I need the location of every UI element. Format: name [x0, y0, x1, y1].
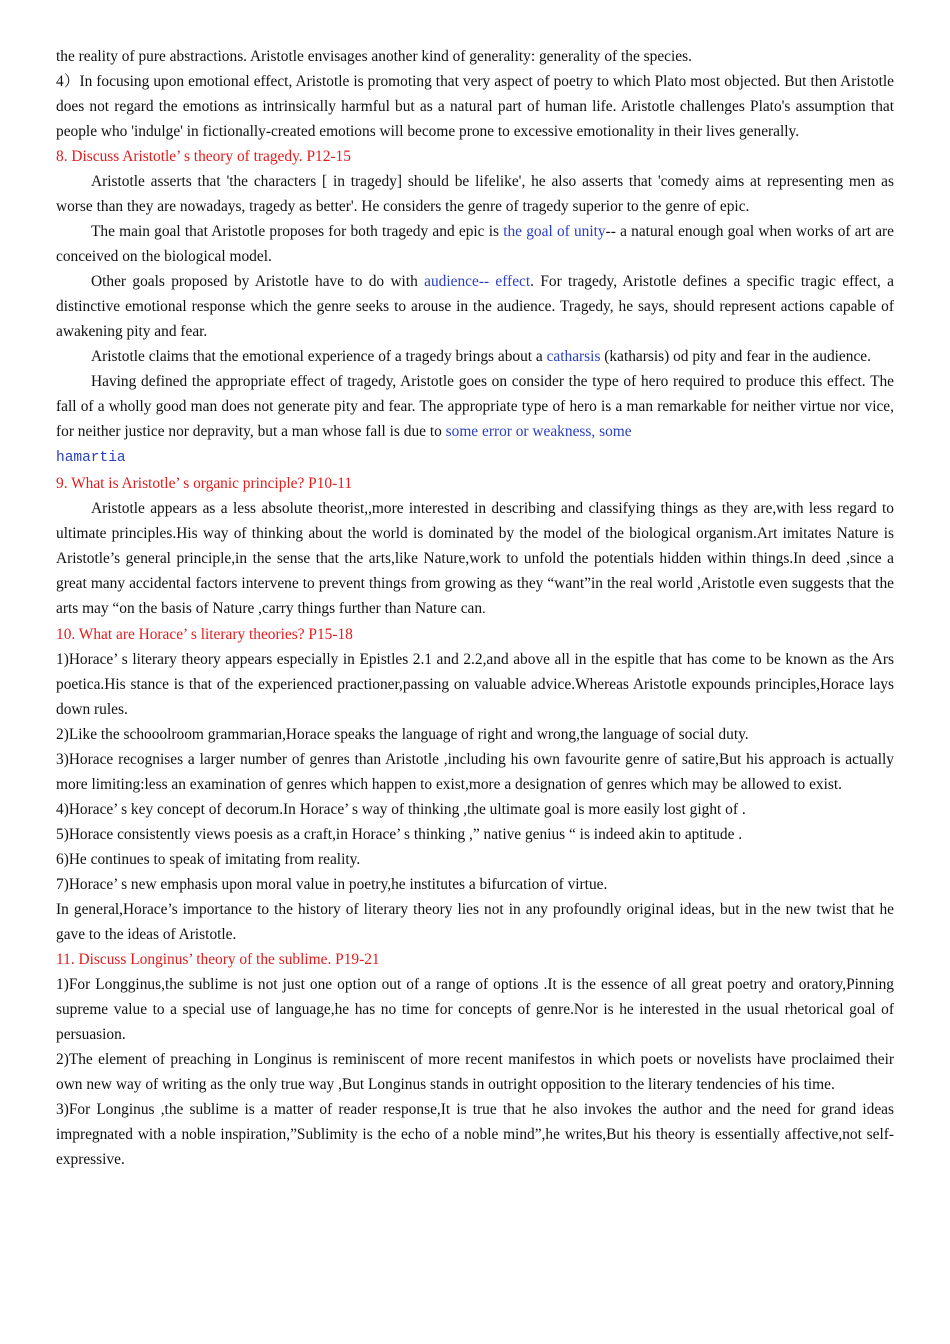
q8-p2-text-a: The main goal that Aristotle proposes for both tragedy and epic is	[91, 223, 504, 240]
q10-item: 7)Horace’ s new emphasis upon moral value in poetry,he institutes a bifurcation of virtue.	[56, 876, 608, 893]
question-10-heading: 10. What are Horace’ s literary theories? P15-18	[56, 626, 353, 643]
q8-p4-text-a: Aristotle claims that the emotional experience of a tragedy brings about a	[91, 348, 547, 365]
q8-p3-highlight: audience-- effect	[424, 273, 531, 290]
q8-p5-text-a: Having defined the appropriate effect of tragedy, Aristotle goes on consider the type of hero required to produce this effect. The fall of a wholly good man does not generate pity and fear. The appropriate type of hero is a man remarkable for neither virtue nor vice, for neither justice nor depravity, but a man whose fall is due to	[56, 373, 894, 440]
q8-p2-highlight: the goal of unity	[503, 223, 606, 240]
question-9-heading: 9. What is Aristotle’ s organic principle? P10-11	[56, 475, 353, 492]
q8-paragraph-2	[56, 219, 894, 269]
q10-item: 5)Horace consistently views poesis as a craft,in Horace’ s thinking ,” native genius “ is indeed akin to aptitude .	[56, 826, 743, 843]
q11-item: 1)For Longginus,the sublime is not just one option out of a range of options .It is the essence of all great poetry and oratory,Pinning supreme value to a special use of language,he has no time for concepts of genre.Nor is he interested in the usual rhetorical goal of persuasion.	[56, 976, 894, 1043]
q9-paragraph-1	[56, 496, 894, 622]
q8-p2-text-b: -- a natural enough goal when works of art are conceived on the biological model.	[56, 223, 894, 265]
q10-item: 6)He continues to speak of imitating from reality.	[56, 851, 361, 868]
q8-paragraph-5	[56, 369, 894, 471]
q8-p5-hamartia: hamartia	[56, 450, 126, 466]
question-11-heading: 11. Discuss Longinus’ theory of the sublime. P19-21	[56, 951, 380, 968]
q8-p3-text-a: Other goals proposed by Aristotle have to do with	[91, 273, 425, 290]
q8-p3-text-b: . For tragedy, Aristotle defines a specific tragic effect, a distinctive emotional response which the genre seeks to arouse in the audience. Tragedy, he says, should represent actions capable of awakening pity and fear.	[56, 273, 894, 340]
q10-item: 3)Horace recognises a larger number of genres than Aristotle ,including his own favourite genre of satire,But his approach is actually more limiting:less an examination of genres which happen to exist,more a designation of genres which may be allowed to exist.	[56, 751, 894, 793]
q8-paragraph-1: Aristotle asserts that 'the characters [ in tragedy] should be lifelike', he also asserts that 'comedy aims at representing men as worse than they are nowadays, tragedy as better'. He considers the genre of tragedy superior to the genre of epic.	[56, 173, 894, 215]
q8-p4-highlight: catharsis	[546, 348, 601, 365]
q10-item: 1)Horace’ s literary theory appears especially in Epistles 2.1 and 2.2,and above all in the espitle that has come to be known as the Ars poetica.His stance is that of the experienced practioner,passing on valuable advice.Whereas Aristotle expounds principles,Horace lays down rules.	[56, 651, 894, 718]
q10-item: 4)Horace’ s key concept of decorum.In Horace’ s way of thinking ,the ultimate goal is more easily lost gight of .	[56, 801, 746, 818]
q9-p1-end: .	[482, 602, 486, 617]
q10-conclusion: In general,Horace’s importance to the history of literary theory lies not in any profoundly original ideas, but in the new twist that he gave to the ideas of Aristotle.	[56, 901, 894, 943]
intro-item-4: 4）In focusing upon emotional effect, Aristotle is promoting that very aspect of poetry to which Plato most objected. But then Aristotle does not regard the emotions as intrinsically harmful but as a natural part of human life. Aristotle challenges Plato's assumption that people who 'indulge' in fictionally-created emotions will become prone to excessive emotionality in their lives generally.	[56, 73, 894, 140]
q11-item: 3)For Longinus ,the sublime is a matter of reader response,It is true that he also invokes the author and the need for grand ideas impregnated with a noble inspiration,”Sublimity is the echo of a noble mind”,he writes,But his theory is essentially affective,not self-expressive.	[56, 1101, 894, 1168]
q8-paragraph-3	[56, 269, 894, 344]
q8-paragraph-4	[56, 344, 894, 369]
intro-line: the reality of pure abstractions. Aristotle envisages another kind of generality: generality of the species.	[56, 48, 692, 65]
q8-p5-highlight: some error or weakness, some	[445, 423, 632, 440]
question-8-heading: 8. Discuss Aristotle’ s theory of tragedy. P12-15	[56, 148, 351, 165]
q10-item: 2)Like the schooolroom grammarian,Horace speaks the language of right and wrong,the language of social duty.	[56, 726, 749, 743]
q9-p1-text: Aristotle appears as a less absolute theorist,,more interested in describing and classifying things as they are,with less regard to ultimate principles.His way of thinking about the world is dominated by the model of the biological organism.Art imitates Nature is Aristotle’s general principle,in the sense that the arts,like Nature,work to unfold the potentials hidden within things.In deed ,since a great many accidental factors intervene to prevent things from growing as they “want”in the real world ,Aristotle even suggests that the arts may “on the basis of Nature ,carry things further than Nature can	[56, 500, 894, 617]
q11-item: 2)The element of preaching in Longinus is reminiscent of more recent manifestos in which poets or novelists have proclaimed their own new way of writing as the only true way ,But Longinus stands in outright opposition to the literary tendencies of his time.	[56, 1051, 894, 1093]
q8-p4-text-b: (katharsis) od pity and fear in the audience.	[600, 348, 871, 365]
